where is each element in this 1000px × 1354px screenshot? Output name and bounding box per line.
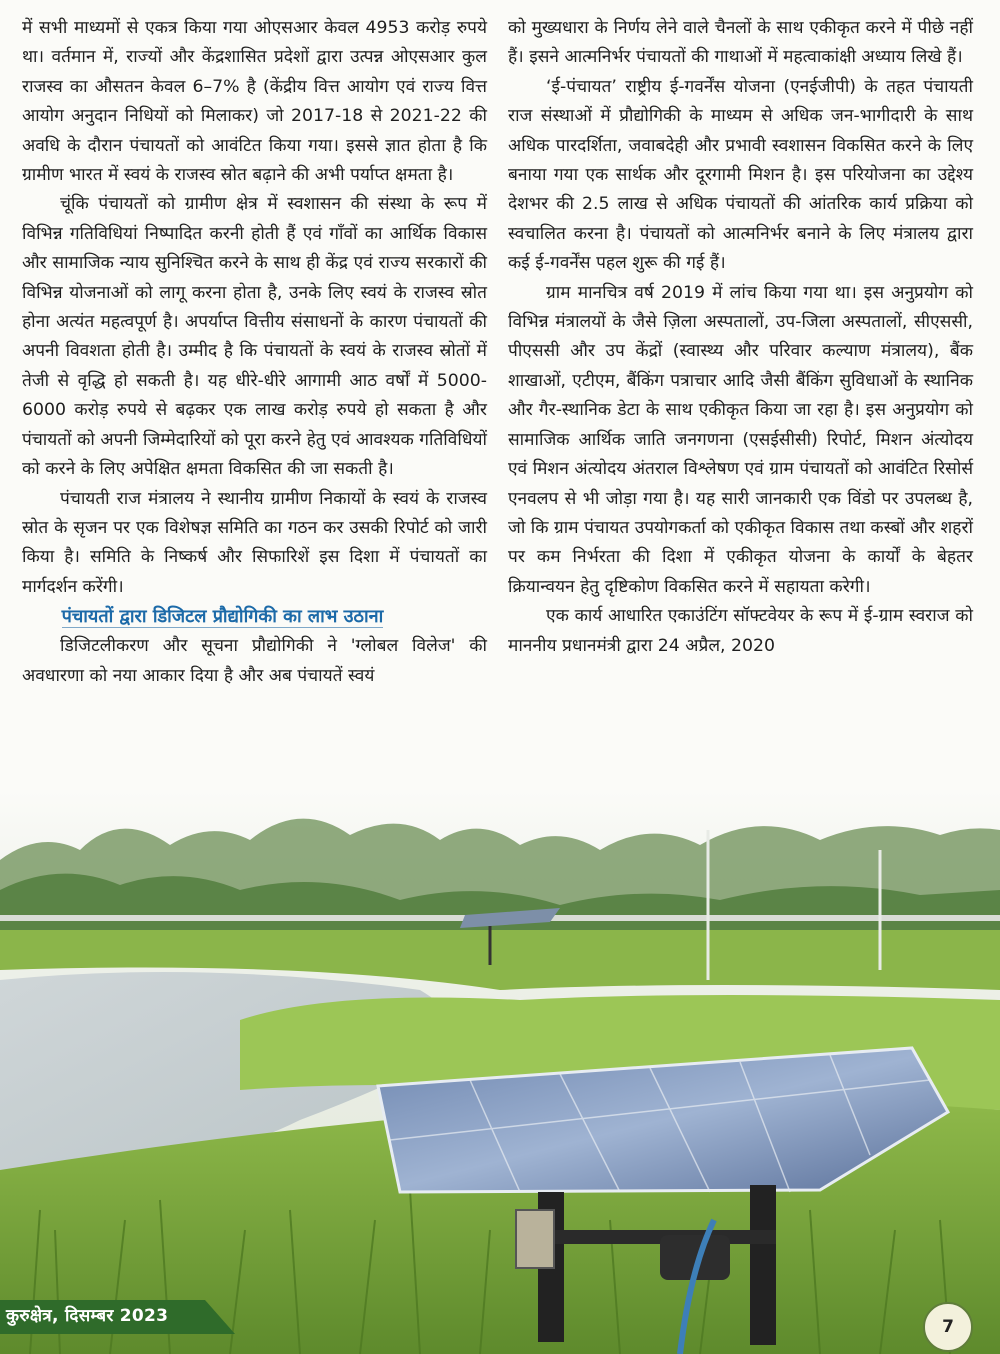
right-paragraph-2: ‘ई-पंचायत’ राष्ट्रीय ई-गवर्नेंस योजना (एनईजीपी) के तहत पंचायती राज संस्थाओं में प्रौद्योगिकी के माध्यम से अधिक जन-भागीदारी के साथ अधिक पारदर्शिता, जवाबदेही और प्रभावी स्वशासन विकसित करने के लिए बनाया गया एक सार्थक और दूरगामी मिशन है। इस परियोजना का उद्देश्य देशभर की 2.5 लाख से अधिक पंचायतों की आंतरिक कार्य प्रक्रिया को स्वचालित करना है। पंचायतों को आत्मनिर्भर बनाने के लिए मंत्रालय द्वारा कई ई-गवर्नेंस पहल शुरू की गई हैं। [508,76,973,274]
left-paragraph-4: डिजिटलीकरण और सूचना प्रौद्योगिकी ने 'ग्लोबल विलेज' की अवधारणा को नया आकार दिया है और अब पंचायतें स्वयं [22,636,487,686]
left-paragraph-2: चूंकि पंचायतों को ग्रामीण क्षेत्र में स्वशासन की संस्था के रूप में विभिन्न गतिविधियां निष्पादित करनी होती हैं एवं गाँवों का आर्थिक विकास और सामाजिक न्याय सुनिश्चित करने के साथ ही केंद्र एवं राज्य सरकारों की विभिन्न योजनाओं को लागू करना होता है, उनके लिए स्वयं के राजस्व स्रोत होना अत्यंत महत्वपूर्ण है। अपर्याप्त वित्तीय संसाधनों के कारण पंचायतों की अपनी विवशता होती है। उम्मीद है कि पंचायतों के स्वयं के राजस्व स्रोतों में तेजी से वृद्धि हो सकती है। यह धीरे-धीरे आगामी आठ वर्षों में 5000-6000 करोड़ रुपये से बढ़कर एक लाख करोड़ रुपये हो सकता है और पंचायतों को अपनी जिम्मेदारियों को पूरा करने हेतु एवं आवश्यक गतिविधियों को करने के लिए अपेक्षित क्षमता विकसित की जा सकती है। [22,194,487,480]
right-paragraph-1: को मुख्यधारा के निर्णय लेने वाले चैनलों के साथ एकीकृत करने में पीछे नहीं हैं। इसने आत्मनिर्भर पंचायतों की गाथाओं में महत्वाकांक्षी अध्याय लिखे हैं। [508,18,973,68]
right-paragraph-4: एक कार्य आधारित एकाउंटिंग सॉफ्टवेयर के रूप में ई-ग्राम स्वराज को माननीय प्रधानमंत्री द्वारा 24 अप्रैल, 2020 [508,606,973,656]
publication-footer: कुरुक्षेत्र, दिसम्बर 2023 [6,1306,169,1326]
left-column [22,14,487,691]
left-paragraph-1: में सभी माध्यमों से एकत्र किया गया ओएसआर केवल 4953 करोड़ रुपये था। वर्तमान में, राज्यों और केंद्रशासित प्रदेशों द्वारा उत्पन्न ओएसआर कुल राजस्व का औसतन केवल 6–7% है (केंद्रीय वित्त आयोग एवं राज्य वित्त आयोग अनुदान निधियों को मिलाकर) जो 2017-18 से 2021-22 की अवधि के दौरान पंचायतों को आवंटित किया गया। इससे ज्ञात होता है कि ग्रामीण भारत में स्वयं के राजस्व स्रोत बढ़ाने की अभी पर्याप्त क्षमता है। [22,18,487,186]
right-paragraph-3: ग्राम मानचित्र वर्ष 2019 में लांच किया गया था। इस अनुप्रयोग को विभिन्न मंत्रालयों के जैसे ज़िला अस्पतालों, उप-जिला अस्पतालों, सीएससी, पीएससी और उप केंद्रों (स्वास्थ्य और परिवार कल्याण मंत्रालय), बैंक शाखाओं, एटीएम, बैंकिंग पत्राचार आदि जैसी बैंकिंग सुविधाओं के स्थानिक और गैर-स्थानिक डेटा के साथ एकीकृत किया जा रहा है। इस अनुप्रयोग को सामाजिक आर्थिक जाति जनगणना (एसईसीसी) रिपोर्ट, मिशन अंत्योदय एवं मिशन अंत्योदय अंतराल विश्लेषण एवं ग्राम पंचायतों को आवंटित रिसोर्स एनवलप से भी जोड़ा गया है। यह सारी जानकारी एक विंडो पर उपलब्ध है, जो कि ग्राम पंचायत उपयोगकर्ता को एकीकृत विकास तथा कस्बों और शहरों पर कम निर्भरता की दिशा में एकीकृत योजना के कार्यों के बेहतर क्रियान्वयन हेतु दृष्टिकोण विकसित करने में सहायता करेगी। [508,282,973,597]
left-paragraph-3: पंचायती राज मंत्रालय ने स्थानीय ग्रामीण निकायों के स्वयं के राजस्व स्रोत के सृजन पर एक विशेषज्ञ समिति का गठन कर उसकी रिपोर्ट को जारी किया है। समिति के निष्कर्ष और सिफारिशें इस दिशा में पंचायतों का मार्गदर्शन करेंगी। [22,488,487,597]
section-subheading-text: पंचायतों द्वारा डिजिटल प्रौद्योगिकी का लाभ उठाना [61,606,384,628]
page-number: 7 [923,1302,973,1352]
solar-panel-pump-icon [0,790,1000,1354]
solar-pump-photo [0,790,1000,1354]
right-column [508,14,973,661]
section-subheading [22,602,487,632]
